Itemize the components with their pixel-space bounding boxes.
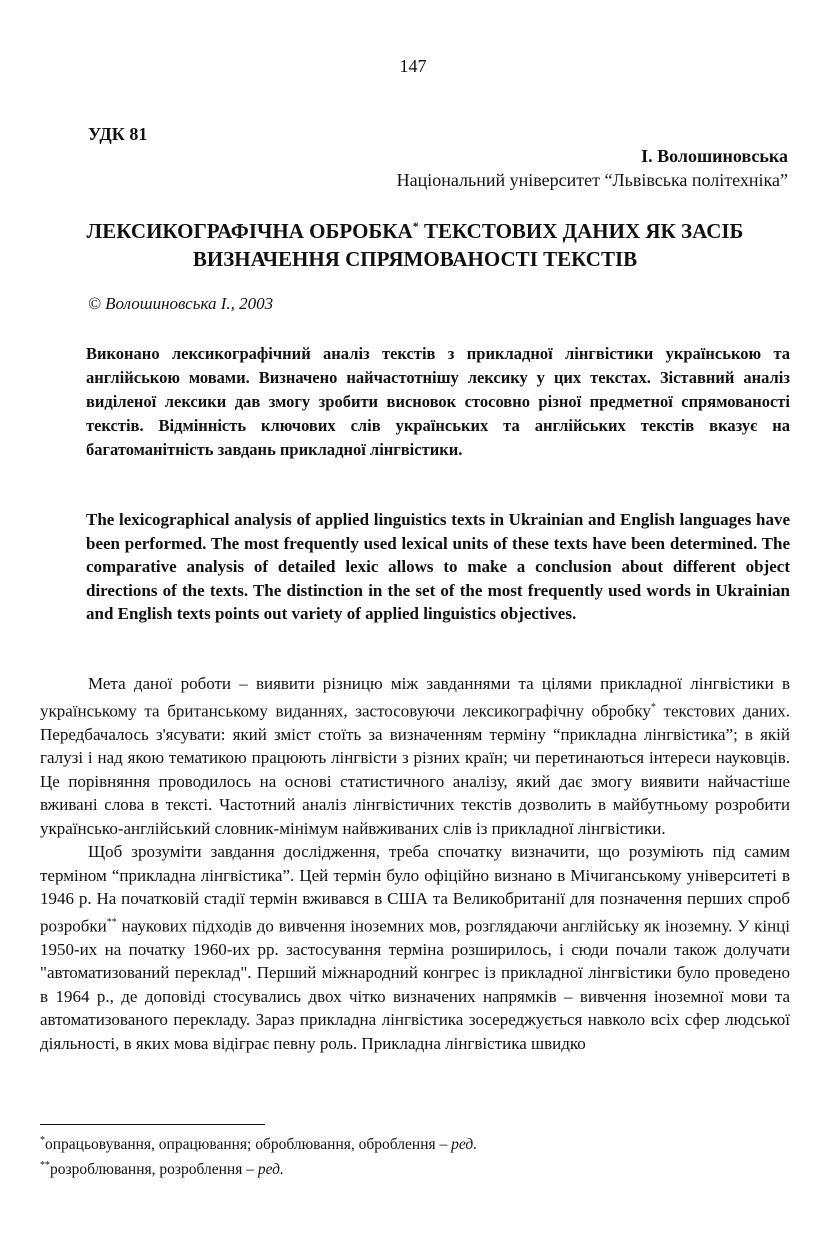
author-name: І. Волошиновська: [641, 146, 788, 166]
page-number: 147: [399, 56, 427, 76]
footnote-2-editor-note: ред.: [257, 1161, 284, 1179]
footnote-divider: [40, 1124, 265, 1125]
copyright-line: © Волошиновська І., 2003: [88, 294, 274, 313]
body-paragraph-1: [40, 672, 790, 840]
footnotes: [40, 1130, 790, 1180]
footnote-2-text: розроблювання, розроблення –: [50, 1161, 258, 1179]
paragraph2-text-end: наукових підходів до вивчення іноземних мов, розглядаючи англійську як іноземну. У кінці 1950-их на початку 1960-их рр. застосування терміна розширилось, і сюди почали також долучати "автоматизований переклад". Перший міжнародний конгрес із прикладної лінгвістики було проведено в 1964 р., де доповіді стосувались двох чітко визначених напрямків – вивчення іноземної мови та автоматизованого перекладу. Зараз прикладна лінгвістика зосереджується навколо всіх сфер людської діяльності, в яких мова відіграє певну роль. Прикладна лінгвістика швидко: [40, 916, 790, 1053]
footnote-1: [40, 1130, 790, 1155]
footnote-1-text: опрацьовування, опрацювання; оброблювання, оброблення –: [45, 1136, 452, 1154]
footnote-1-editor-note: ред.: [451, 1136, 478, 1154]
paragraph1-footnote-mark: *: [650, 701, 656, 713]
footnote-2: [40, 1155, 790, 1180]
title-line1-end: ТЕКСТОВИХ ДАНИХ ЯК ЗАСІБ: [418, 219, 744, 243]
footnote-1-mark: *: [40, 1135, 45, 1146]
title-line2: ВИЗНАЧЕННЯ СПРЯМОВАНОСТІ ТЕКСТІВ: [192, 247, 638, 271]
body-paragraph-2: [40, 840, 790, 1055]
article-title: [40, 212, 790, 273]
author-affiliation: Національний університет “Львівська політехніка”: [396, 170, 788, 190]
title-line1-start: ЛЕКСИКОГРАФІЧНА ОБРОБКА: [86, 219, 413, 243]
udk-code: УДК 81: [88, 124, 148, 144]
footnote-2-mark: **: [40, 1160, 50, 1172]
paragraph1-text-end: текстових даних. Передбачалось з'ясувати: який зміст стоїть за визначенням терміну “прикладна лінгвістика”; в якій галузі і над якою тематикою працюють лінгвісти з різних країн; чи перетинаються інтереси науковців. Це порівняння проводилось на основі статистичного аналізу, який дає змогу виявити найчастіше вживані слова в тексті. Частотний аналіз лінгвістичних текстів дозволить в майбутньому розробити українсько-англійський словник-мінімум найвживаних слів із прикладної лінгвістики.: [40, 701, 790, 838]
title-footnote-mark: *: [412, 219, 419, 233]
article-body: [40, 672, 790, 1055]
paragraph1-text-start: Мета даної роботи – виявити різницю між завданнями та цілями прикладної лінгвістики в українському та британському виданнях, застосовуючи лексикографічну обробку: [40, 674, 790, 721]
paragraph2-footnote-mark: **: [106, 916, 117, 928]
abstract-english: The lexicographical analysis of applied linguistics texts in Ukrainian and English languages have been performed. The most frequently used lexical units of these texts have been determined. The comparative analysis of detailed lexic allows to make a conclusion about different object directions of the texts. The distinction in the set of the most frequently used words in Ukrainian and English texts points out variety of applied linguistics objectives.: [86, 510, 790, 623]
abstract-ukrainian: Виконано лексикографічний аналіз текстів з прикладної лінгвістики українською та англійською мовами. Визначено найчастотнішу лексику у цих текстах. Зіставний аналіз виділеної лексики дав змогу зробити висновок стосовно різної предметної спрямованості текстів. Відмінність ключових слів українських та англійських текстів вказує на багатоманітність завдань прикладної лінгвістики.: [86, 344, 790, 459]
paragraph2-text-start: Щоб зрозуміти завдання дослідження, треба спочатку визначити, що розуміють під самим терміном “прикладна лінгвістика”. Цей термін було офіційно визнано в Мічиганському університеті в 1946 р. На початковій стадії термін вживався в США та Великобританії для позначення перших спроб розробки: [40, 842, 790, 936]
